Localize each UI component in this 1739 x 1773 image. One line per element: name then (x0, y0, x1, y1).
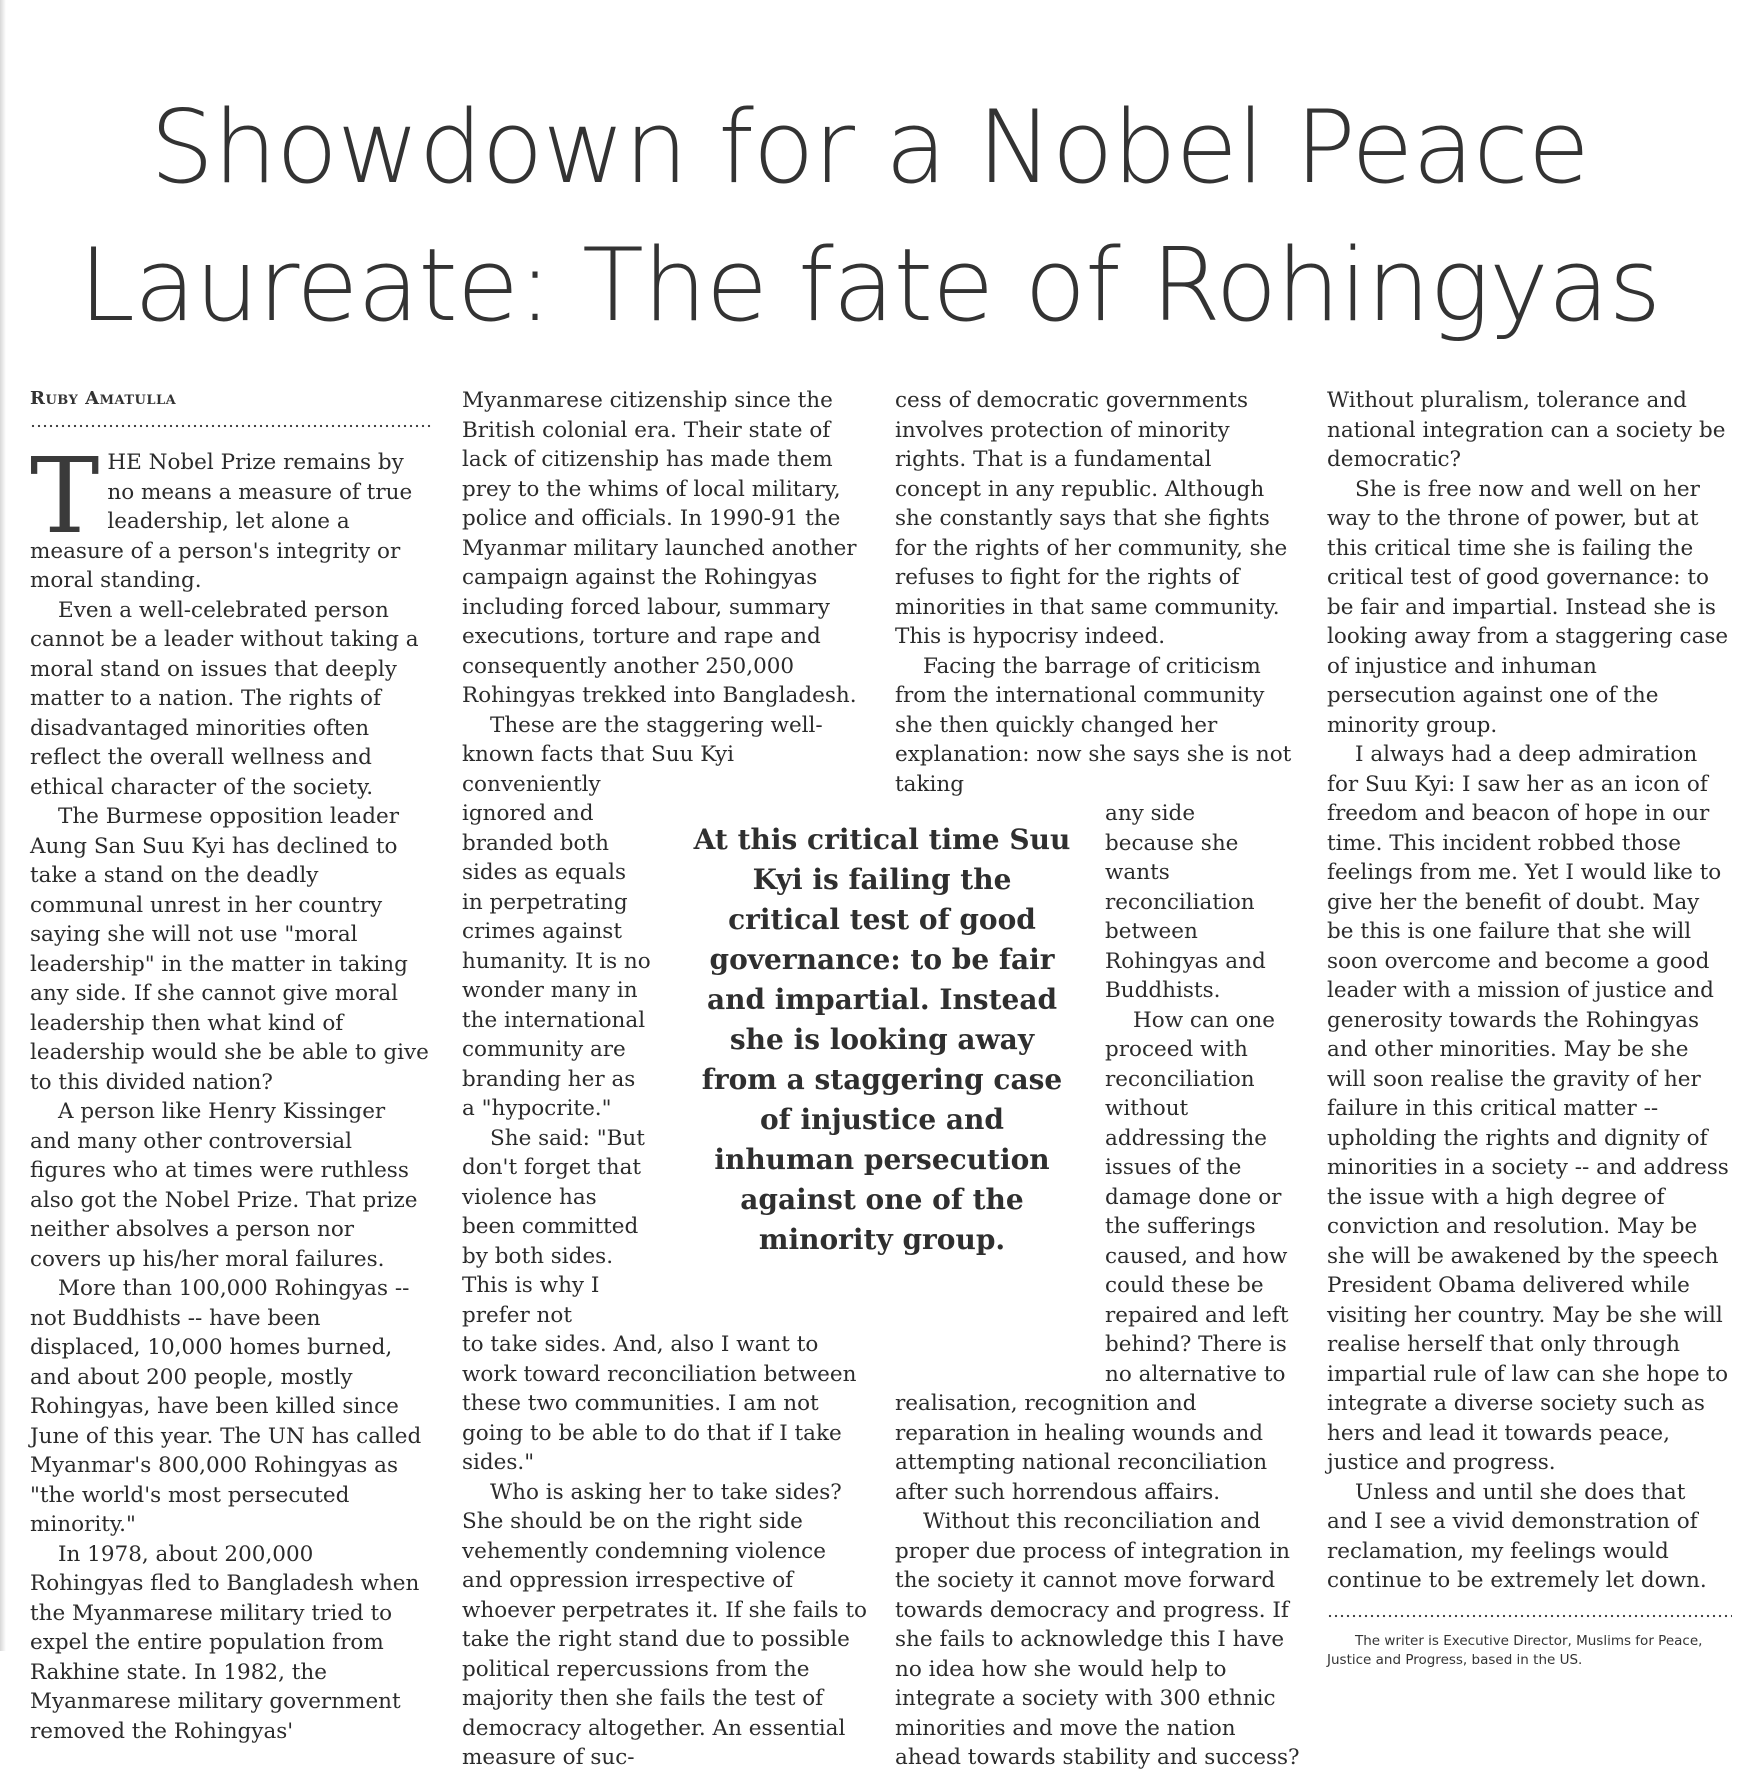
paragraph-text: HE Nobel Prize remains by no means a measure of true leadership, let alone a measure of a person's integrity or moral standing. (30, 450, 413, 593)
paragraph: cess of democratic governments involves protection of minority rights. That is a fundamental concept in any republic. Although she constantly says that she fights for the rights of her community, she refuses to fight for the rights of minorities in that same community. This is hypocrisy indeed. (895, 388, 1288, 649)
paragraph: ignored and branded both sides as equals in perpetrating crimes against humanity. It is no wonder many in the international community are branding her as a "hypocrite." (462, 801, 651, 1121)
byline-text: Ruby Amatulla (30, 388, 177, 409)
paragraph: realisation, recognition and reparation in healing wounds and attempting national reconciliation after such horrendous affairs. (895, 1391, 1268, 1505)
paragraph: More than 100,000 Rohingyas -- not Buddhists -- have been displaced, 10,000 homes burned, and about 200 people, mostly Rohingyas, have been killed since June of this year. The UN has called Myanmar's 800,000 Rohingyas as "the world's most persecuted minority." (30, 1276, 422, 1537)
byline-divider (30, 424, 432, 428)
footnote-divider (1327, 1614, 1732, 1618)
paragraph: How can one proceed with reconciliation without addressing the issues of the damage done or the sufferings caused, and how could these be repaired and left behind? There is no alternative to (1105, 1007, 1289, 1387)
paragraph: any side because she wants reconciliation between Rohingyas and Buddhists. (1105, 801, 1266, 1003)
paragraph: I always had a deep admiration for Suu Kyi: I saw her as an icon of freedom and beacon of hope in our time. This incident robbed those feelings from me. Yet I would like to give her the benefit of doubt. May be this is one failure that she will soon overcome and become a good leader with a mission of justice and generosity towards the Rohingyas and other minorities. May be she will soon realise the gravity of her failure in this critical matter -- upholding the rights and dignity of minorities in a society -- and address the issue with a high degree of conviction and resolution. May be she will be awakened by the speech President Obama delivered while visiting her country. May be she will realise herself that only through impartial rule of law can she hope to integrate a diverse society such as hers and lead it towards peace, justice and progress. (1327, 742, 1729, 1475)
paragraph: Without this reconciliation and proper due process of integration in the society it cannot move forward towards democracy and progress. If she fails to acknowledge this I have no idea how she would help to integrate a society with 300 ethnic minorities and move the nation ahead towards stability and success? (895, 1509, 1300, 1770)
paragraph: Who is asking her to take sides? She should be on the right side vehemently condemning violence and oppression irrespective of whoever perpetrates it. If she fails to take the right stand due to possible political repercussions from the majority then she fails the test of democracy altogether. An essential measure of suc- (462, 1479, 868, 1770)
paragraph (30, 435, 432, 596)
narrow-text-block (1105, 799, 1290, 1389)
paragraph: Myanmarese citizenship since the British colonial era. Their state of lack of citizenship has made them prey to the whims of local military, police and officials. In 1990-91 the Myanmar military launched another campaign against the Rohingyas including forced labour, summary executions, torture and rape and consequently another 250,000 Rohingyas trekked into Bangladesh. (462, 388, 857, 708)
headline (0, 78, 1739, 354)
paragraph: These are the staggering well-known facts that Suu Kyi conveniently (462, 712, 823, 797)
author-footnote: The writer is Executive Director, Muslims for Peace, Justice and Progress, based in the US. (1327, 1632, 1703, 1668)
article-column-1 (30, 386, 432, 1746)
article-column-4 (1327, 386, 1732, 1670)
paragraph: Unless and until she does that and I see a vivid demonstration of reclamation, my feelings would continue to be extremely let down. (1327, 1479, 1707, 1593)
article-column-3 (895, 386, 1300, 1773)
headline-line-1: Showdown for a Nobel Peace (150, 88, 1589, 206)
pull-quote: At this critical time Suu Kyi is failing the critical test of good governance: to be fair and impartial. Instead she is looking away from a staggering case of injustice and inhuman persecution against one of the minority group. (693, 823, 1071, 1256)
paragraph: Facing the barrage of criticism from the international community she then quickly changed her explanation: now she says she is not taking (895, 653, 1292, 797)
headline-line-2: Laureate: The fate of Rohingyas (78, 226, 1661, 344)
drop-cap: T (30, 435, 100, 557)
paragraph: A person like Henry Kissinger and many other controversial figures who at times were ruthless also got the Nobel Prize. That prize neither absolves a person nor covers up his/her moral failures. (30, 1099, 418, 1272)
paragraph: In 1978, about 200,000 Rohingyas fled to Bangladesh when the Myanmarese military tried to expel the entire population from Rakhine state. In 1982, the Myanmarese military government removed the Rohingyas' (30, 1541, 420, 1744)
paragraph: The Burmese opposition leader Aung San Suu Kyi has declined to take a stand on the deadly communal unrest in her country saying she will not use "moral leadership" in the matter in taking any side. If she cannot give moral leadership then what kind of leadership would she be able to give to this divided nation? (30, 804, 429, 1095)
paragraph: She said: "But don't forget that violence has been committed by both sides. This is why I prefer not (462, 1125, 645, 1328)
paragraph: to take sides. And, also I want to work toward reconciliation between these two communities. I am not going to be able to do that if I take sides." (462, 1332, 857, 1475)
paragraph: Without pluralism, tolerance and national integration can a society be democratic? (1327, 388, 1726, 472)
byline (30, 384, 432, 410)
paragraph: She is free now and well on her way to the throne of power, but at this critical time she is failing the critical test of good governance: to be fair and impartial. Instead she is looking away from a staggering case of injustice and inhuman persecution against one of the minority group. (1327, 476, 1729, 738)
paragraph: Even a well-celebrated person cannot be a leader without taking a moral stand on issues that deeply matter to a nation. The rights of disadvantaged minorities often reflect the overall wellness and ethical character of the society. (30, 597, 419, 800)
narrow-text-block (462, 799, 652, 1330)
